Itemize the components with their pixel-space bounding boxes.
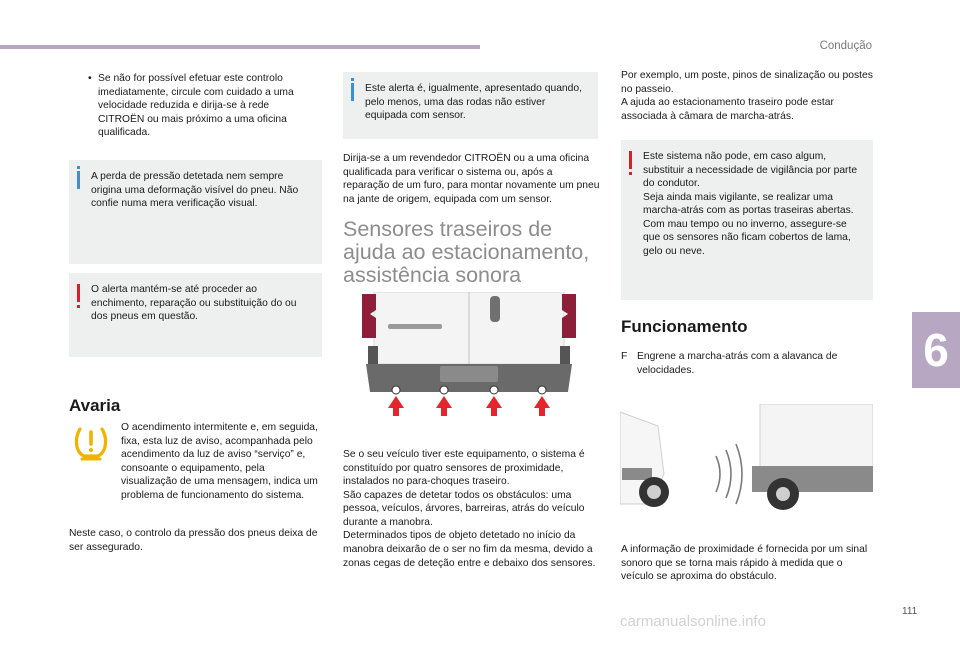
warning-icon [629,151,632,169]
sensor-description: Se o seu veículo tiver este equipamento, o sistema é constituído por quatro sensores de proximidade, instalados no para-choques traseiro. São capazes de detetar todos os obstáculos: uma pessoa, veículos, árvores, barreiras, atrás do veículo durante a manobra. Determinados tipos de objeto detetado no início da manobra deixarão de o ser no fim da mesma, devido a zonas cegas de deteção entre e debaixo dos sensores. [343,449,596,569]
header-accent-bar [0,45,480,49]
watermark: carmanualsonline.info [620,613,766,630]
chapter-tab: 6 [912,312,960,388]
step-item [621,350,873,377]
info-note-tire [69,160,322,264]
warning-note-text: O alerta mantém-se até proceder ao enchimento, reparação ou substituição do ou dos pneus em questão. [91,284,297,323]
avaria-text: O acendimento intermitente e, em seguida, fixa, esta luz de aviso, acompanhada pelo acendimento da luz de aviso “serviço” e, consoante o equipamento, pela visualização de uma mensagem, indica um problema de funcionamento do sistema. [121,422,318,501]
obstacle-examples: Por exemplo, um poste, pinos de sinalização ou postes no passeio. A ajuda ao estacionamento traseiro pode estar associada à câmara de marcha-atrás. [621,70,873,122]
section-label: Condução [819,40,872,52]
proximity-info: A informação de proximidade é fornecida por um sinal sonoro que se torna mais rápido à medida que o veículo se aproxima do obstáculo. [621,544,868,583]
step-marker: F [621,351,628,362]
info-icon [77,171,80,189]
van-rear-sensors-illustration [362,292,576,416]
info-icon [351,83,354,101]
funcionamento-title: Funcionamento [621,317,748,336]
reversing-van-illustration [620,404,873,522]
dealer-paragraph: Dirija-se a um revendedor CITROËN ou a uma oficina qualificada para verificar o sistema ou, após a reparação de um furo, para montar novamente um pneu na jante de origem, equipada com um sensor. [343,153,600,205]
warning-note-text: Este sistema não pode, em caso algum, substituir a necessidade de vigilância por parte do condutor. Seja ainda mais vigilante, se realizar uma marcha-atrás com as portas traseiras abertas. Com mau tempo ou no inverno, assegure-se que os sensores não ficam cobertos de lama, gelo ou neve. [643,151,858,258]
info-note-text: Este alerta é, igualmente, apresentado quando, pelo menos, uma das rodas não estiver equipada com sensor. [365,83,582,122]
bullet-item [88,72,318,140]
tire-pressure-warning-icon [72,423,110,461]
avaria-title: Avaria [69,396,121,415]
section-title: Sensores traseiros de ajuda ao estacionamento, assistência sonora [343,217,590,288]
info-note-text: A perda de pressão detetada nem sempre origina uma deformação visível do pneu. Não confie numa mera verificação visual. [91,171,299,210]
bullet-text: Se não for possível efetuar este controlo imediatamente, circule com cuidado a uma velocidade reduzida e dirija-se à rede CITROËN ou mais próximo a uma oficina qualificada. [98,73,294,139]
warning-icon [77,284,80,302]
warning-note-alert [69,273,322,357]
avaria-closing: Neste caso, o controlo da pressão dos pneus deixa de ser assegurado. [69,528,318,553]
page-number: 111 [902,606,918,617]
warning-note-vigilance [621,140,873,300]
bullet-dot: • [88,73,92,84]
info-note-sensor [343,72,598,139]
step-text: Engrene a marcha-atrás com a alavanca de velocidades. [637,351,838,376]
